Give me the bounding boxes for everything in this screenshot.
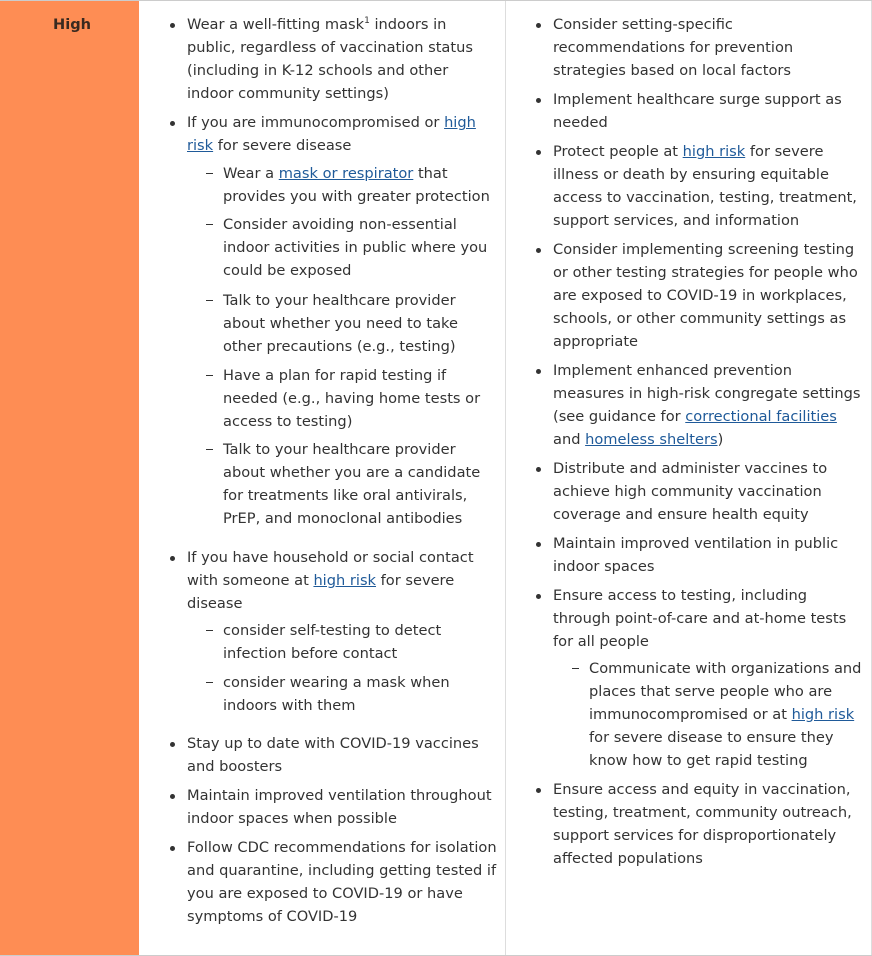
list-item: Ensure access and equity in vaccination, testing, treatment, community outreach, support services for disproportionately affected populations — [553, 778, 863, 870]
dash-icon — [206, 173, 213, 174]
list-item: Consider setting-specific recommendations for prevention strategies based on local factors — [553, 13, 863, 82]
list-item: Maintain improved ventilation throughout indoor spaces when possible — [187, 784, 497, 830]
bullet-icon — [536, 788, 541, 793]
list-item: Follow CDC recommendations for isolation and quarantine, including getting tested if you are exposed to COVID-19 or have symptoms of COVID-19 — [187, 836, 497, 928]
homeless-shelters-link[interactable]: homeless shelters — [585, 431, 718, 448]
bullet-icon — [170, 23, 175, 28]
bullet-icon — [170, 121, 175, 126]
mask-or-respirator-link[interactable]: mask or respirator — [278, 165, 414, 182]
list-item: Talk to your healthcare provider about whether you need to take other precautions (e.g., testing) — [223, 289, 499, 358]
dash-icon — [206, 630, 213, 631]
bullet-icon — [536, 248, 541, 253]
individual-recommendations-column — [139, 1, 506, 956]
bullet-icon — [536, 467, 541, 472]
list-item: Wear a well-fitting mask$^1$ indoors in public, regardless of vaccination status (including in K-12 schools and other indoor community settings) — [187, 13, 497, 105]
high-risk-link[interactable]: high risk — [791, 706, 855, 723]
list-item: Implement enhanced prevention measures in high-risk congregate settings (see guidance for correctional facilities and homeless shelters) — [553, 359, 863, 451]
bullet-icon — [170, 556, 175, 561]
level-cell-high — [0, 1, 139, 956]
dash-icon — [206, 375, 213, 376]
level-label: High — [53, 16, 92, 33]
dash-icon — [206, 224, 213, 225]
list-item: Ensure access to testing, including through point-of-care and at-home tests for all people — [553, 584, 863, 653]
dash-icon — [206, 682, 213, 683]
high-risk-link[interactable]: high risk — [187, 114, 476, 154]
correctional-facilities-link[interactable]: correctional facilities — [685, 408, 837, 425]
list-item: Distribute and administer vaccines to achieve high community vaccination coverage and ensure health equity — [553, 457, 863, 526]
list-item: Wear a mask or respirator that provides you with greater protection — [223, 162, 499, 208]
dash-icon — [206, 300, 213, 301]
bullet-icon — [536, 98, 541, 103]
list-item: Stay up to date with COVID-19 vaccines and boosters — [187, 732, 497, 778]
list-item: Consider implementing screening testing or other testing strategies for people who are exposed to COVID-19 in workplaces, schools, or other community settings as appropriate — [553, 238, 863, 353]
list-item: Consider avoiding non-essential indoor activities in public where you could be exposed — [223, 213, 499, 282]
list-item: If you have household or social contact with someone at high risk for severe disease — [187, 546, 497, 615]
high-risk-link[interactable]: high risk — [682, 143, 746, 160]
bullet-icon — [536, 594, 541, 599]
community-recommendations-column — [506, 1, 872, 956]
list-item: Implement healthcare surge support as needed — [553, 88, 863, 134]
list-item: Communicate with organizations and places that serve people who are immunocompromised or at high risk for severe disease to ensure they know how to get rapid testing — [589, 657, 865, 772]
list-item: Protect people at high risk for severe illness or death by ensuring equitable access to vaccination, testing, treatment, support services, and information — [553, 140, 863, 232]
dash-icon — [572, 668, 579, 669]
list-item: Have a plan for rapid testing if needed (e.g., having home tests or access to testing) — [223, 364, 499, 433]
bullet-icon — [536, 150, 541, 155]
bullet-icon — [170, 846, 175, 851]
bullet-icon — [536, 369, 541, 374]
dash-icon — [206, 449, 213, 450]
bullet-icon — [170, 794, 175, 799]
footnote-marker: 1 — [364, 16, 370, 27]
high-risk-link[interactable]: high risk — [313, 572, 377, 589]
bullet-icon — [170, 742, 175, 747]
list-item: consider self-testing to detect infection before contact — [223, 619, 499, 665]
list-item: consider wearing a mask when indoors with them — [223, 671, 499, 717]
list-item: Maintain improved ventilation in public indoor spaces — [553, 532, 863, 578]
list-item: If you are immunocompromised or high risk for severe disease — [187, 111, 497, 157]
bullet-icon — [536, 23, 541, 28]
bullet-icon — [536, 542, 541, 547]
list-item: Talk to your healthcare provider about whether you are a candidate for treatments like oral antivirals, PrEP, and monoclonal antibodies — [223, 438, 499, 530]
